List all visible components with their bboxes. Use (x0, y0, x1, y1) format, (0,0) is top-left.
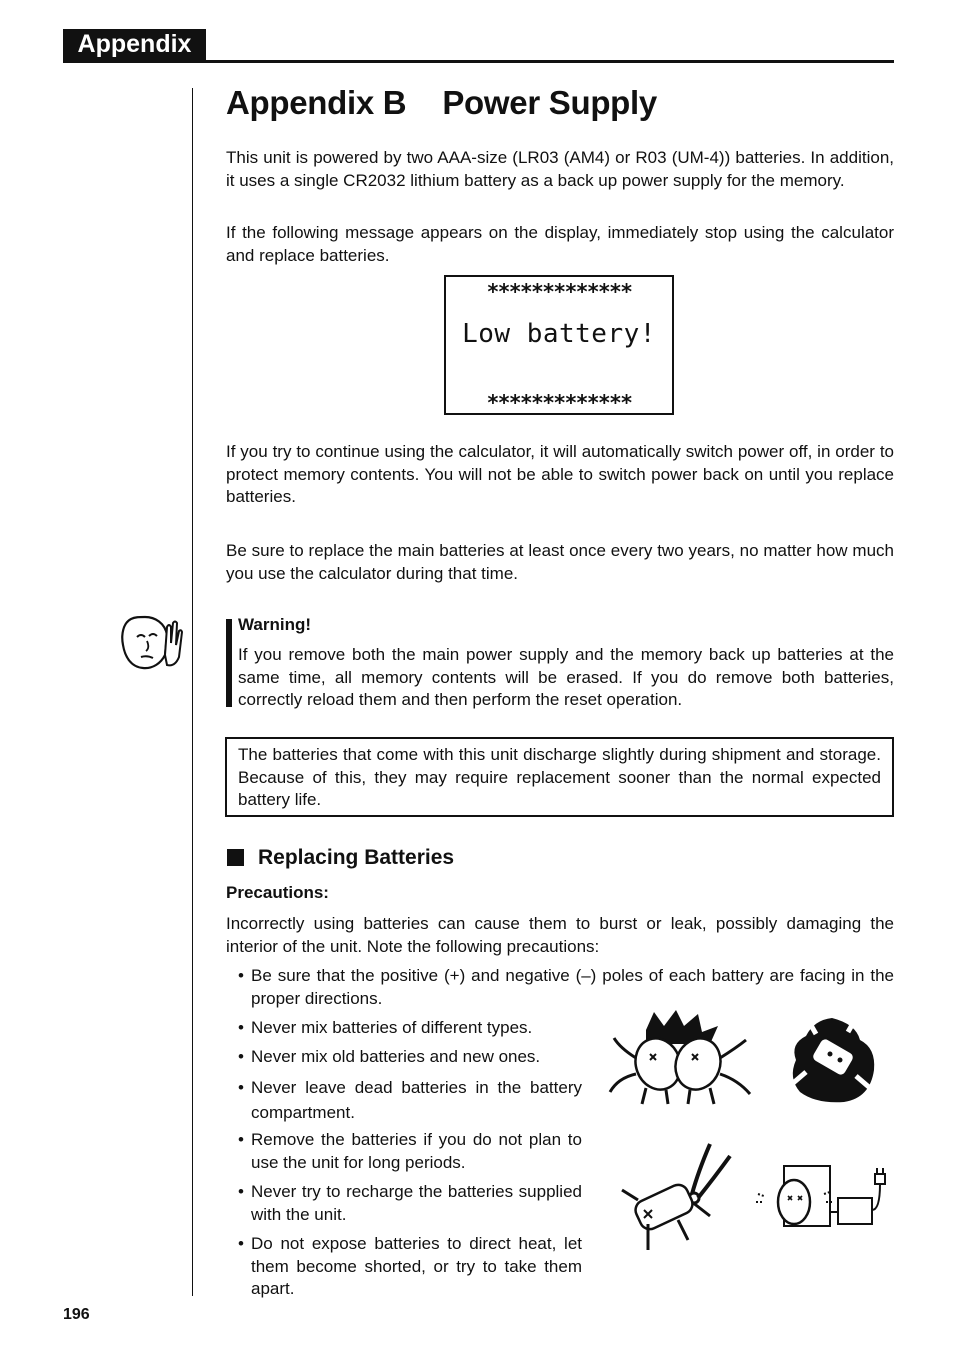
list-item: • Never mix old batteries and new ones. (238, 1047, 541, 1066)
bursting-batteries-illustration (606, 1008, 754, 1106)
intro-paragraph: This unit is powered by two AAA-size (LR03 (AM4) or R03 (UM-4)) batteries. In addition, it uses a single CR2032 lithium battery as a back up power supply for the memory. (226, 148, 894, 190)
message-paragraph: If the following message appears on the display, immediately stop using the calculator and replace batteries. (226, 223, 894, 265)
warning-face-icon (117, 615, 183, 671)
precautions-intro: Incorrectly using batteries can cause them to burst or leak, possibly damaging the interior of the unit. Note the following precautions: (226, 914, 894, 956)
recharging-battery-illustration (754, 1160, 894, 1240)
auto-off-paragraph: If you try to continue using the calculator, it will automatically switch power off, in order to protect memory contents. You will not be able to switch power back on until you replace batteries. (226, 442, 894, 506)
replace-interval-paragraph: Be sure to replace the main batteries at least once every two years, no matter how much you use the calculator during that time. (226, 541, 894, 583)
note-text: The batteries that come with this unit discharge slightly during shipment and storage. Because of this, they may require replacement sooner than the normal expected battery life. (238, 745, 881, 809)
precautions-label: Precautions: (226, 883, 329, 902)
section-square-icon (227, 849, 244, 866)
header-rule (63, 60, 894, 63)
lcd-stars-bottom: ************* (486, 391, 632, 415)
heated-battery-illustration (786, 1014, 880, 1104)
note-box (225, 737, 894, 817)
list-item: • Never leave dead batteries in the battery compartment. (238, 1078, 582, 1122)
title-part2: Power Supply (442, 84, 657, 121)
lcd-display (444, 275, 674, 415)
title-part1: Appendix B (226, 84, 407, 121)
list-item: • Do not expose batteries to direct heat, let them become shorted, or try to take them apart. (238, 1234, 582, 1298)
list-item: • Remove the batteries if you do not plan to use the unit for long periods. (238, 1130, 582, 1172)
warning-text: If you remove both the main power supply and the memory back up batteries at the same time, all memory contents will be erased. If you do remove both batteries, correctly reload them and then perform the reset operation. (238, 645, 894, 709)
battery-cutting-illustration (618, 1142, 738, 1258)
lcd-message: Low battery! (462, 319, 656, 349)
page-number: 196 (63, 1306, 90, 1323)
margin-rule (192, 88, 193, 1296)
list-item: • Never mix batteries of different types. (238, 1018, 533, 1037)
warning-bar (226, 619, 232, 707)
section-title: Replacing Batteries (258, 846, 455, 869)
page-title (226, 84, 657, 122)
lcd-stars-top: ************* (486, 280, 632, 304)
section-tab: Appendix (63, 29, 206, 62)
list-item: • Be sure that the positive (+) and negative (–) poles of each battery are facing in the proper directions. (238, 966, 894, 1008)
warning-title: Warning! (238, 615, 312, 634)
list-item: • Never try to recharge the batteries supplied with the unit. (238, 1182, 582, 1224)
